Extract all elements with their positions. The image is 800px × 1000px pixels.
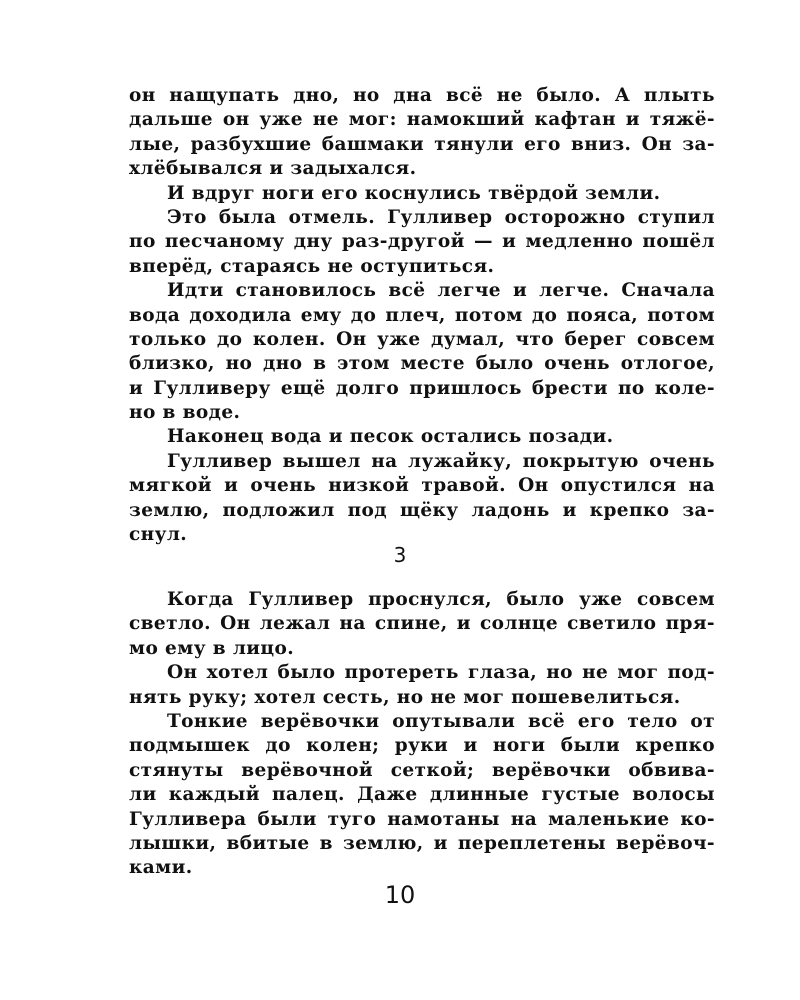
- text-line: Когда Гулливер проснулся, было уже совсем: [167, 589, 715, 610]
- section-number: 3: [393, 543, 407, 567]
- text-line: лые, разбухшие башмаки тянули его вниз. Он за-: [129, 133, 715, 155]
- text-line: снул.: [129, 524, 188, 546]
- text-line: вода доходила ему до плеч, потом до пояса, потом: [129, 304, 715, 326]
- text-line: дальше он уже не мог: намокший кафтан и тяжё-: [129, 109, 715, 131]
- text-line: мягкой и очень низкой травой. Он опустился на: [129, 475, 715, 497]
- text-line: Тонкие верёвочки опутывали всё его тело от: [167, 710, 715, 732]
- text-line: только до колен. Он уже думал, что берег совсем: [129, 328, 715, 350]
- text-line: он нащупать дно, но дна всё не было. А плыть: [129, 85, 715, 106]
- text-line: подмышек до колен; руки и ноги были крепко: [129, 735, 715, 757]
- text-line: вперёд, стараясь не оступиться.: [129, 255, 495, 277]
- text-line: стянуты верёвочной сеткой; верёвочки обвива-: [129, 759, 715, 781]
- text-section-2: [129, 588, 715, 881]
- text-line: мо ему в лицо.: [129, 637, 295, 659]
- text-line: и Гулливеру ещё долго пришлось брести по коле-: [129, 377, 715, 399]
- page-number: 10: [384, 881, 416, 909]
- text-line: нять руку; хотел сесть, но не мог пошевелиться.: [129, 686, 681, 708]
- text-line: близко, но дно в этом месте было очень отлогое,: [129, 353, 715, 375]
- text-line: светло. Он лежал на спине, и солнце светило пря-: [129, 613, 715, 635]
- text-line: ли каждый палец. Даже длинные густые волосы: [129, 784, 715, 806]
- text-line: хлёбывался и задыхался.: [129, 158, 417, 180]
- text-section-1: [129, 84, 715, 547]
- text-line: лышки, вбитые в землю, и переплетены верёвоч-: [129, 832, 715, 854]
- text-line: Гулливера были туго намотаны на маленькие ко-: [129, 808, 715, 830]
- text-line: но в воде.: [129, 402, 241, 424]
- text-line: Гулливер вышел на лужайку, покрытую очень: [167, 450, 715, 472]
- text-line: землю, подложил под щёку ладонь и крепко за-: [129, 499, 715, 521]
- text-line: Это была отмель. Гулливер осторожно ступил: [167, 206, 715, 228]
- text-line: по песчаному дну раз-другой — и медленно пошёл: [129, 231, 715, 253]
- text-line: Идти становилось всё легче и легче. Сначала: [167, 280, 715, 302]
- text-line: И вдруг ноги его коснулись твёрдой земли.: [167, 182, 661, 204]
- text-line: ками.: [129, 857, 193, 879]
- text-line: Наконец вода и песок остались позади.: [167, 426, 614, 448]
- text-line: Он хотел было протереть глаза, но не мог под-: [167, 662, 715, 684]
